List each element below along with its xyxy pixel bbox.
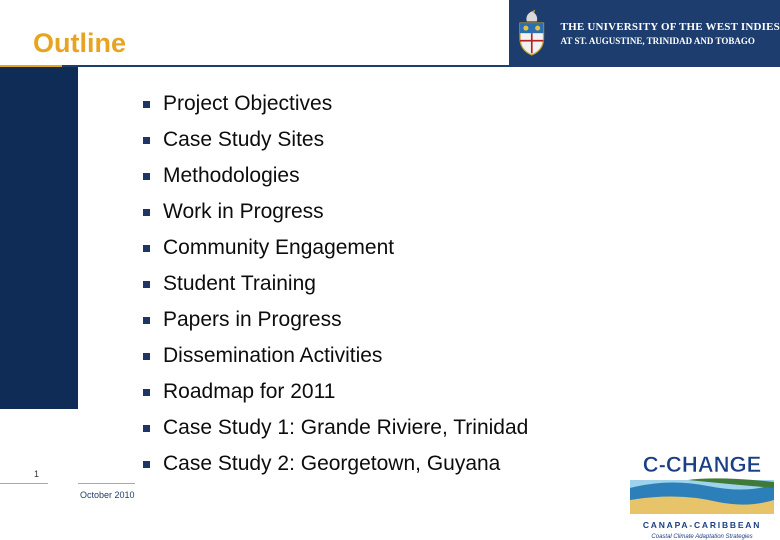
title-underline <box>62 65 512 67</box>
square-bullet-icon <box>143 353 150 360</box>
sidebar-band <box>0 66 78 409</box>
page-number: 1 <box>34 469 40 479</box>
slide-title: Outline <box>33 28 126 58</box>
list-item <box>140 122 528 158</box>
list-item <box>140 86 528 122</box>
list-item-text: Dissemination Activities <box>163 344 383 367</box>
footer-rule-left <box>0 483 48 484</box>
square-bullet-icon <box>143 137 150 144</box>
university-banner <box>509 0 780 67</box>
list-item <box>140 410 528 446</box>
list-item <box>140 266 528 302</box>
list-item <box>140 374 528 410</box>
square-bullet-icon <box>143 461 150 468</box>
square-bullet-icon <box>143 389 150 396</box>
university-crest-icon <box>515 5 549 63</box>
list-item-text: Student Training <box>163 272 316 295</box>
list-item <box>140 158 528 194</box>
logo-subtitle: CANAPA-CARIBBEAN <box>642 520 762 530</box>
logo-tagline: Coastal Climate Adaptation Strategies <box>651 534 753 540</box>
list-item <box>140 194 528 230</box>
footer-date: October 2010 <box>80 490 135 500</box>
list-item-text: Case Study Sites <box>163 128 325 151</box>
title-underline-accent <box>0 65 62 67</box>
university-name: THE UNIVERSITY OF THE WEST INDIES <box>560 21 780 33</box>
list-item-text: Methodologies <box>163 164 300 187</box>
list-item <box>140 302 528 338</box>
square-bullet-icon <box>143 281 150 288</box>
outline-list <box>140 86 528 482</box>
university-campus: AT ST. AUGUSTINE, TRINIDAD AND TOBAGO <box>560 36 755 46</box>
square-bullet-icon <box>143 245 150 252</box>
list-item-text: Roadmap for 2011 <box>163 380 336 403</box>
square-bullet-icon <box>143 425 150 432</box>
list-item-text: Papers in Progress <box>163 308 342 331</box>
list-item-text: Community Engagement <box>163 236 395 259</box>
square-bullet-icon <box>143 209 150 216</box>
square-bullet-icon <box>143 101 150 108</box>
list-item <box>140 446 528 482</box>
list-item <box>140 230 528 266</box>
square-bullet-icon <box>143 173 150 180</box>
c-change-logo <box>628 448 776 540</box>
footer-rule-date <box>78 483 135 484</box>
list-item-text: Project Objectives <box>163 92 333 115</box>
list-item <box>140 338 528 374</box>
list-item-text: Case Study 1: Grande Riviere, Trinidad <box>163 416 529 439</box>
square-bullet-icon <box>143 317 150 324</box>
list-item-text: Case Study 2: Georgetown, Guyana <box>163 452 501 475</box>
logo-title: C-CHANGE <box>642 452 762 477</box>
list-item-text: Work in Progress <box>163 200 324 223</box>
